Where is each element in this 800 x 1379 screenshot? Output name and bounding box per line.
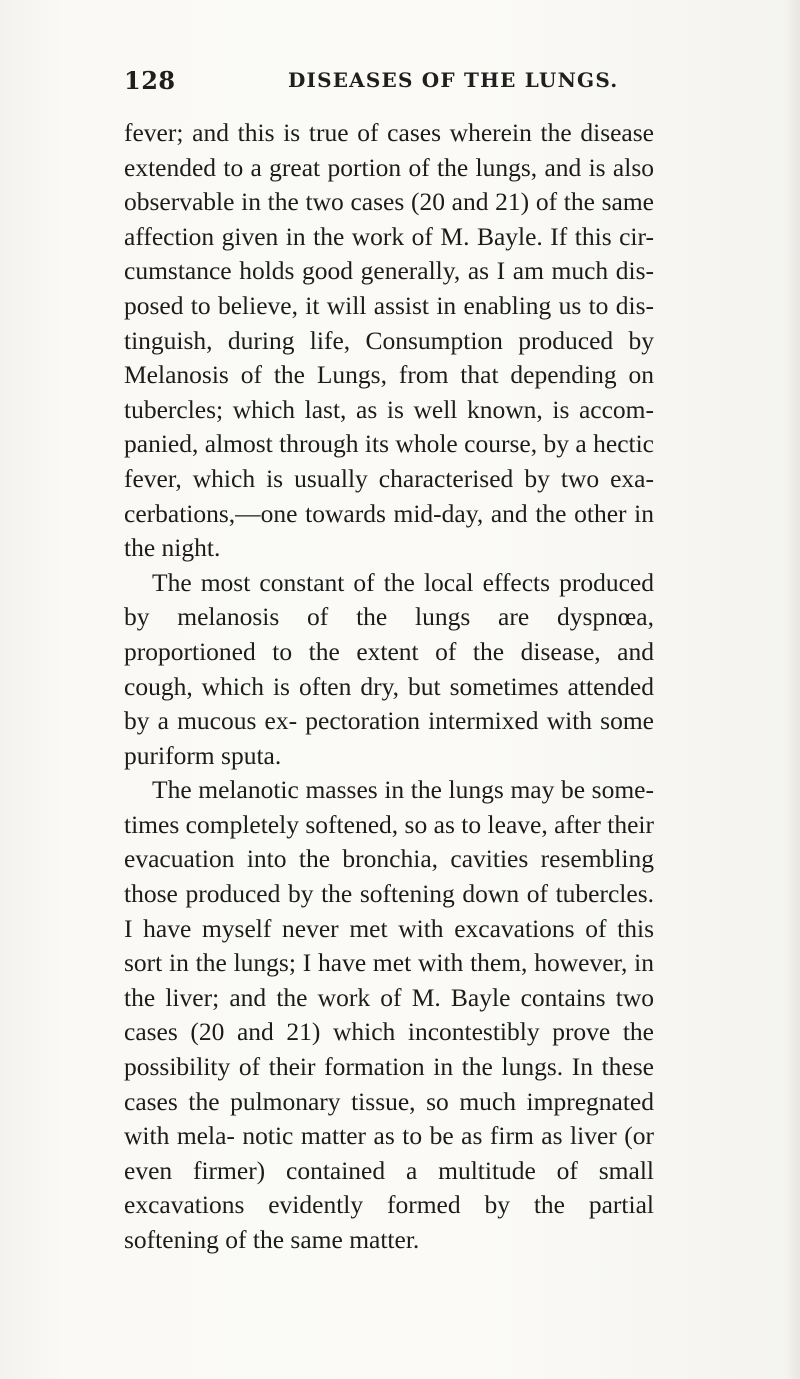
page-number: 128 (124, 66, 176, 95)
page-header (124, 66, 654, 106)
running-head: DISEASES OF THE LUNGS. (288, 68, 619, 92)
paragraph-melanotic-masses: The melanotic masses in the lungs may be some- times completely softened, so as to leave, after their evacuation into the bronchia, cavities resembling those produced by the softening down of tubercles. I have myself never met with excavations of this sort in the lungs; I have met with them, however, in the liver; and the work of M. Bayle contains two cases (20 and 21) which incontestibly prove the possibility of their formation in the lungs. In these cases the pulmonary tissue, so much impregnated with mela- notic matter as to be as firm as liver (or even firmer) contained a multitude of small excavations evidently formed by the partial softening of the same matter. (124, 775, 654, 1254)
body-text (124, 116, 654, 1258)
paragraph-fever-continuation: fever; and this is true of cases wherein the disease extended to a great portion of the lungs, and is also observable in the two cases (20 and 21) of the same affection given in the work of M. Bayle. If this cir- cumstance holds good generally, as I am much dis- posed to believe, it will assist in enabling us to dis- tinguish, during life, Consumption produced by Melanosis of the Lungs, from that depending on tubercles; which last, as is well known, is accom- panied, almost through its whole course, by a hectic fever, which is usually characterised by two exa- cerbations,—one towards mid-day, and the other in the night. (124, 118, 654, 563)
paragraph-local-effects: The most constant of the local effects produced by melanosis of the lungs are dyspnœa, proportioned to the extent of the disease, and cough, which is often dry, but sometimes attended by a mucous ex- pectoration intermixed with some puriform sputa. (124, 567, 654, 770)
page-edge-shadow (786, 0, 800, 1379)
